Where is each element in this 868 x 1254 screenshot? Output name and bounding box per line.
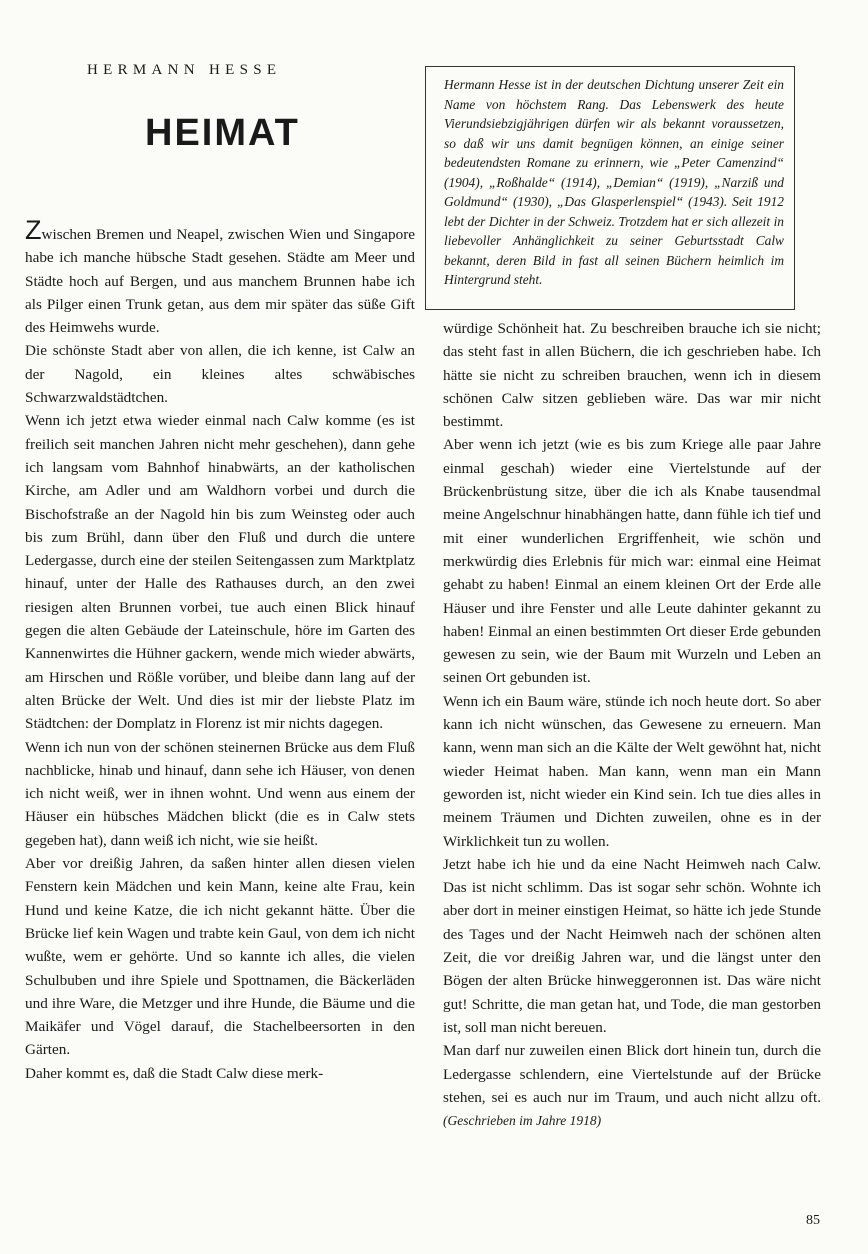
intro-box: Hermann Hesse ist in der deutschen Dichtung unserer Zeit ein Name von höchstem Rang. Das Lebenswerk des heute Vierundsiebzigjährigen dürfen wir als bekannt voraussetzen, so daß wir uns damit begnügen können, an einige seiner bedeutendsten Romane zu erinnern, wie „Peter Camenzind“ (1904), „Roßhalde“ (1914), „Demian“ (1919), „Narziß und Goldmund“ (1930), „Das Glasperlenspiel“ (1943). Seit 1912 lebt der Dichter in der Schweiz. Trotzdem hat er sich allezeit in liebevoller Anhänglichkeit zu seiner Geburtsstadt Calw bekannt, deren Bild in fast all seinen Büchern heimlich im Hintergrund steht. bbox=[425, 66, 795, 310]
right-column bbox=[443, 317, 821, 1132]
paragraph-8: Aber wenn ich jetzt (wie es bis zum Kriege alle paar Jahre einmal geschah) wieder eine Viertelstunde auf der Brückenbrüstung sitze, über die ich als Knabe tausendmal meine Angelschnur hinabhängen hatte, dann fühle ich tief und mit einer wunderlichen Ergriffenheit, wie schön und merkwürdig dies Erlebnis für mich war: einmal eine Heimat gehabt zu haben! Einmal an einem kleinen Ort der Erde alle Häuser und ihre Fenster und alle Leute dahinter gekannt zu haben! Einmal an einen bestimmten Ort dieser Erde gebunden gewesen zu sein, wie der Baum mit Wurzeln und Leben an seinen Ort gebunden ist. bbox=[443, 436, 821, 687]
drop-cap: Z bbox=[25, 215, 42, 245]
date-note: (Geschrieben im Jahre 1918) bbox=[443, 1113, 602, 1129]
paragraph-7: würdige Schönheit hat. Zu beschreiben brauche ich sie nicht; das steht fast in allen Büchern, die ich geschrieben habe. Ich hätte sie nicht zu schreiben brauchen, wenn ich in diesem schönen Calw sitzen geblieben wäre. Das war mir nicht bestimmt. bbox=[443, 320, 821, 431]
paragraph-4: Wenn ich nun von der schönen steinernen Brücke aus dem Fluß nachblicke, hinab und hinauf, dann sehe ich Häuser, von denen ich nicht weiß, wer in ihnen wohnt. Und wenn aus einem der Häuser ein hübsches Mädchen blickt (die es in Calw stets gegeben hat), dann weiß ich nicht, wie sie heißt. bbox=[25, 738, 415, 849]
paragraph-9: Wenn ich ein Baum wäre, stünde ich noch heute dort. So aber kann ich nicht wünschen, das Gewesene zu erneuern. Man kann, wenn man sich an die Kälte der Welt gewöhnt hat, nicht wieder Heimat haben. Man kann, wenn man ein Mann geworden ist, nicht wieder ein Kind sein. Ich tue dies alles in meinem Träumen und Dichten zuweilen, ohne es in der Wirklichkeit tun zu wollen. bbox=[443, 692, 821, 850]
paragraph-3: Wenn ich jetzt etwa wieder einmal nach Calw komme (es ist freilich seit manchen Jahren nicht mehr geschehen), dann gehe ich langsam vom Bahnhof hinabwärts, an der katholischen Kirche, am Adler und am Waldhorn vorbei und durch die Bischofstraße an der Nagold hin bis zum Weinsteg oder auch bis zum Brühl, dann über den Fluß und durch die untere Ledergasse, durch eine der steilen Seitengassen zum Marktplatz hinauf, unter der Halle des Rathauses durch, an den zwei riesigen alten Brunnen vorbei, tue auch einen Blick hinauf gegen die alten Gebäude der Lateinschule, höre im Garten des Kannenwirtes die Hühner gackern, wende mich wieder abwärts, am Hirschen und Rößle vorüber, und bleibe dann lang auf der alten Brücke der Welt. Und dies ist mir der liebste Platz im Städtchen: der Domplatz in Florenz ist mir nichts dagegen. bbox=[25, 412, 415, 733]
paragraph-5: Aber vor dreißig Jahren, da saßen hinter allen diesen vielen Fenstern kein Mädchen und kein Mann, keine alte Frau, kein Hund und keine Katze, die ich nicht gekannt hätte. Über die Brücke lief kein Wagen und trabte kein Gaul, von dem ich nicht wußte, wem er gehörte. Und so kannte ich alles, die vielen Schulbuben und ihre Spiele und Spottnamen, die Bäckerläden und ihre Ware, die Metzger und ihre Hunde, die Bäume und die Maikäfer und Vögel darauf, die Stachelbeersorten in den Gärten. bbox=[25, 855, 415, 1059]
paragraph-10: Jetzt habe ich hie und da eine Nacht Heimweh nach Calw. Das ist nicht schlimm. Das ist sogar sehr schön. Wohnte ich aber dort in meiner einstigen Heimat, so hätte ich jede Stunde des Tages und der Nacht Heimweh nach der schönen alten Zeit, die vor dreißig Jahren war, und die längst unter den Bögen der alten Brücke hinweggeronnen ist. Das wäre nicht gut! Schritte, die man getan hat, und Tode, die man gestorben ist, soll man nicht bereuen. bbox=[443, 855, 821, 1036]
author-name: HERMANN HESSE bbox=[87, 62, 282, 78]
paragraph-1-text: wischen Bremen und Neapel, zwischen Wien und Singapore habe ich manche hübsche Stadt gesehen. Städte am Meer und Städte hoch auf Bergen, und aus manchem Brunnen habe ich als Pilger einen Trunk getan, aus dem mir später das süße Gift des Heimwehs wurde. bbox=[25, 226, 415, 337]
paragraph-1 bbox=[25, 215, 415, 339]
paragraph-11 bbox=[443, 1039, 821, 1132]
paragraph-6: Daher kommt es, daß die Stadt Calw diese merk- bbox=[25, 1064, 324, 1082]
paragraph-2: Die schönste Stadt aber von allen, die ich kenne, ist Calw an der Nagold, ein kleines altes schwäbisches Schwarzwaldstädtchen. bbox=[25, 342, 415, 407]
left-column bbox=[25, 215, 415, 1085]
paragraph-11-text: Man darf nur zuweilen einen Blick dort hinein tun, durch die Ledergasse schlendern, eine Viertelstunde auf der Brücke stehen, sei es auch nur im Traum, und auch nicht allzu oft. bbox=[443, 1042, 821, 1106]
page-number: 85 bbox=[806, 1213, 820, 1228]
article-title: HEIMAT bbox=[145, 112, 300, 154]
